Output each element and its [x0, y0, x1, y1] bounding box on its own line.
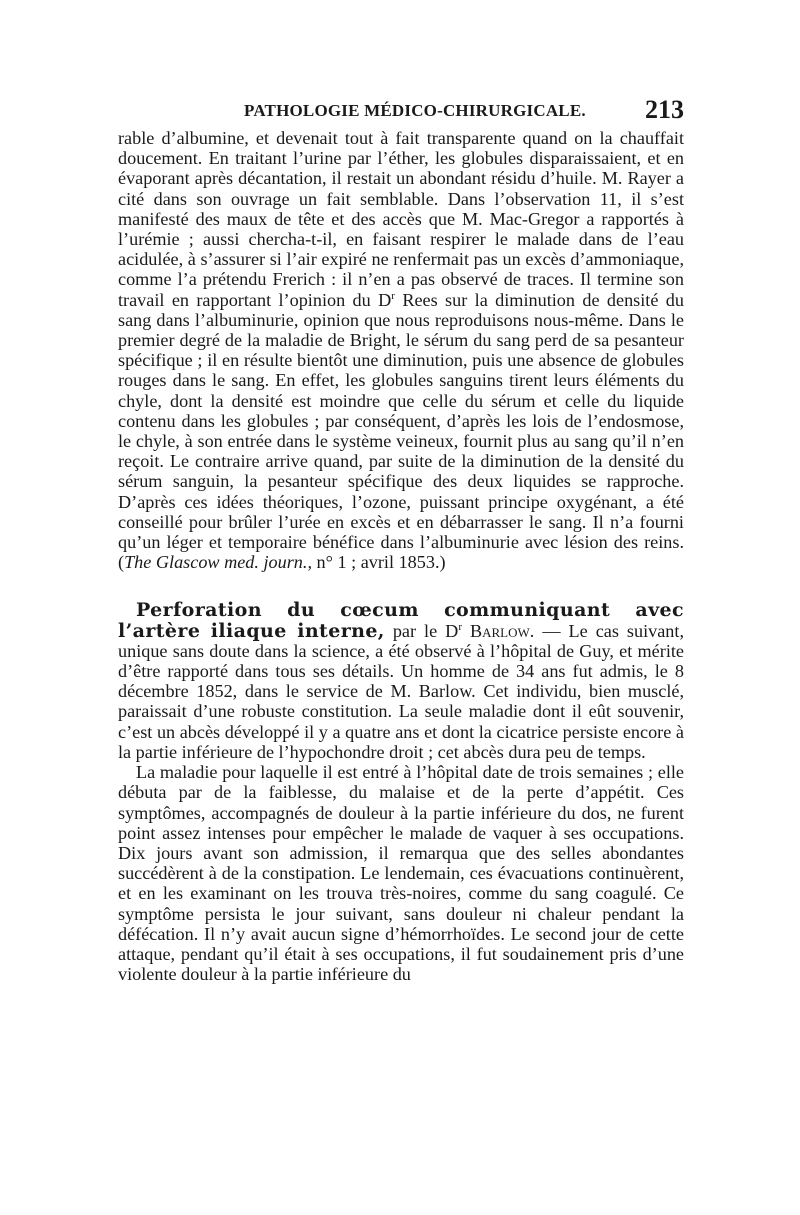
section-paragraph [118, 600, 684, 762]
page-number: 213 [645, 95, 684, 124]
running-title: PATHOLOGIE MÉDICO-CHIRURGICALE. [244, 101, 586, 120]
journal-citation: The Glascow med. journ., [124, 552, 312, 573]
citation-date: n° 1 ; avril 1853.) [312, 552, 446, 573]
paragraph [118, 762, 684, 984]
section-by: par le D [384, 620, 459, 641]
paragraph [118, 128, 684, 572]
page-header [118, 93, 684, 127]
author-name: Barlow. [469, 620, 535, 641]
paragraph-text: La maladie pour laquelle il est entré à l’hôpital date de trois semaines ; elle débuta par de la faiblesse, du malaise et de la perte d’appétit. Ces symptômes, accompagnés de douleur à la partie inférieure du dos, ne furent point assez intenses pour empêcher le malade de vaquer à ses occupations. Dix jours avant son admission, il remarqua que des selles abondantes succédèrent à de la constipation. Le lendemain, ces évacuations continuèrent, et en les examinant on les trouva très-noires, comme du sang coagulé. Ce symptôme persista le jour suivant, sans douleur ni chaleur pendant la défécation. Il n’y avait aucun signe d’hémorrhoïdes. Le second jour de cette attaque, pendant qu’il était à ses occupations, il fut soudainement pris d’une violente douleur à la partie inférieure du [118, 762, 684, 985]
body-text [118, 128, 684, 984]
section-title: Perforation du cœcum communiquant avec l’artère iliaque interne, [118, 599, 684, 642]
paragraph-text: rable d’albumine, et devenait tout à fait transparente quand on la chauffait doucement. En traitant l’urine par l’éther, les globules disparaissaient, et en évaporant après décantation, il restait un abondant résidu d’huile. M. Rayer a cité dans son ouvrage un fait semblable. Dans l’observation 11, il s’est manifesté des maux de tête et des accès que M. Mac-Gregor a rapportés à l’urémie ; aussi chercha-t-il, en faisant respirer le malade dans de l’eau acidulée, à s’assurer si l’air expiré ne renfermait pas un excès d’ammoniaque, comme l’a prétendu Frerich : il n’en a pas observé de traces. Il termine son travail en rapportant l’opinion du D [118, 128, 684, 310]
superscript: r [391, 289, 395, 302]
superscript: r [458, 620, 462, 633]
paragraph-text: — Le cas suivant, unique sans doute dans la science, a été observé à l’hôpital de Guy, et mérite d’être rapporté dans tous ses détails. Un homme de 34 ans fut admis, le 8 décembre 1852, dans le service de M. Barlow. Cet individu, bien musclé, paraissait d’une robuste constitution. La seule maladie dont il eût souvenir, c’est un abcès développé il y a quatre ans et dont la cicatrice persiste encore à la partie inférieure de l’hypochondre droit ; cet abcès dura peu de temps. [118, 620, 684, 762]
paragraph-text: Rees sur la diminution de densité du sang dans l’albuminurie, opinion que nous reproduisons nous-même. Dans le premier degré de la maladie de Bright, le sérum du sang perd de sa pesanteur spécifique ; il en résulte bientôt une diminution, puis une absence de globules rouges dans le sang. En effet, les globules sanguins tirent leurs éléments du chyle, dont la densité est moindre que celle du sérum et celle du liquide contenu dans les globules ; par conséquent, d’après les lois de l’endosmose, le chyle, à son entrée dans le système veineux, fournit plus au sang qu’il n’en reçoit. Le contraire arrive quand, par suite de la diminution de la densité du sérum sanguin, la pesanteur spécifique des deux liquides se rapproche. D’après ces idées théoriques, l’ozone, puissant principe oxygénant, a été conseillé pour brûler l’urée en excès et en débarrasser le sang. Il n’a fourni qu’un léger et temporaire bénéfice dans l’albuminurie avec lésion des reins. ( [118, 289, 684, 573]
